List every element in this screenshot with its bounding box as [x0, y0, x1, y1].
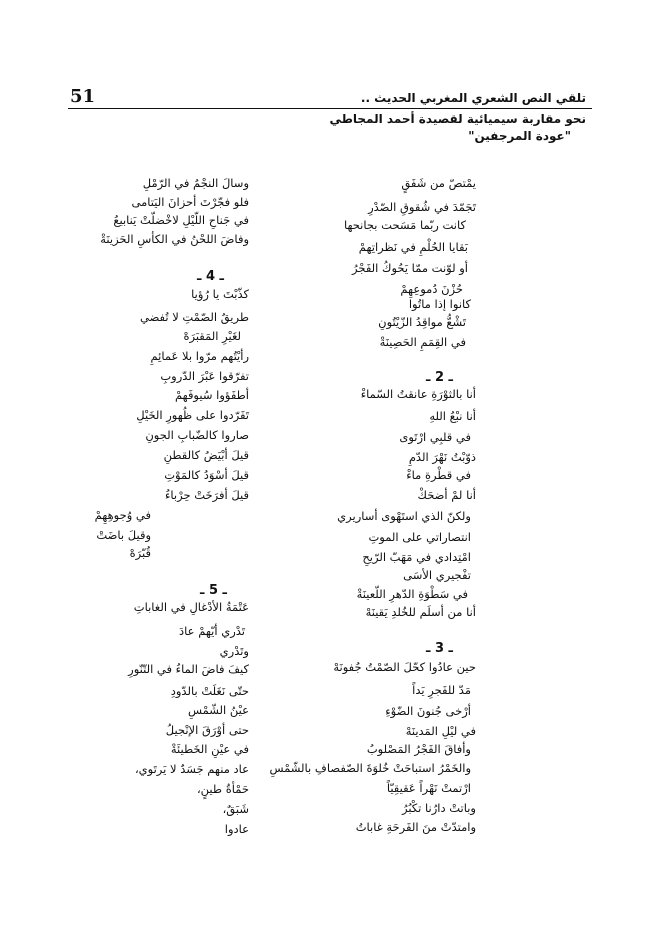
poem-line: تَدْري أيّهمْ عادَ	[179, 624, 245, 638]
poem-line: طريقُ الصّمْتِ لا تُفضي	[139, 310, 249, 324]
poem-line: وامتدّتْ منَ الفَرحَةِ غاباتُ	[355, 820, 476, 834]
poem-line: بَقايا الحُلْمِ في نَظراتِهمْ	[358, 240, 468, 254]
poem-line: حَمْأةُ طينٍ،	[196, 782, 249, 796]
poem-line: في جَناحِ اللّيْلِ لاخْضلّتْ يَنابيعُ	[113, 213, 249, 227]
poem-line: في عيْنِ الخَطيئَةْ	[170, 742, 249, 756]
poem-line: وتَدْري	[219, 644, 249, 658]
poem-line: وسالَ النجْمُ في الرّمْلِ	[142, 176, 249, 190]
poem-line: مَدّ للفَجرِ يَداً	[412, 683, 471, 697]
poem-line: فلو فجّرْتَ أحزانَ اليَتامى	[131, 195, 249, 209]
section-number-5: ـ 5 ـ	[200, 583, 228, 598]
poem-line: شَبَقٌ،	[222, 802, 249, 816]
poem-line: وفاضَ اللحْنُ في الكأسِ الحَزينَةْ	[100, 232, 249, 246]
poem-line: حتّى نَغَلَتْ بالدّودِ	[170, 684, 249, 698]
poem-line: والخَمْرُ استباحَتْ خُلوَةَ الصّفصافِ بالشّمْسِ	[269, 761, 471, 775]
poem-line: في وُجوهِهِمْ	[94, 508, 151, 522]
running-title: تلقي النص الشعري المغربي الحديث ..	[360, 91, 586, 105]
poem-line: كانوا إذا ماتُوا	[408, 297, 471, 311]
section-number-3: ـ 3 ـ	[426, 641, 454, 656]
poem-line: قُبّرَهْ	[129, 546, 151, 560]
poem-line: ذوّبْتُ نَهْرَ الدّمِ	[408, 450, 476, 464]
poem-line: تَشْعُّ مواقِدُ الزّيْتُونِ	[378, 315, 466, 329]
article-subtitle: نحو مقاربة سيميائية لقصيدة أحمد المجاطي	[329, 112, 586, 126]
poem-line: حين عادُوا كحّلَ الصّمْتُ جُفونَهْ	[333, 660, 476, 674]
poem-line: في قطْرةِ ماءْ	[406, 468, 471, 482]
poem-line: تَجَمّدَ في شُقوقِ الصّدْرِ	[368, 200, 476, 214]
poem-line: في ليْلِ المَدينَهْ	[405, 724, 476, 738]
poem-line: عاد منهم جَسَدٌ لا يَرتَوي،	[134, 762, 249, 776]
poem-line: تفْجيري الأسَى	[403, 568, 471, 582]
poem-line: تَفَرّدوا على ظُهورِ الخَيْلِ	[136, 408, 249, 422]
poem-line: تفرّقوا عَبْرَ الدّروبِ	[160, 369, 249, 383]
section-number-2: ـ 2 ـ	[426, 370, 454, 385]
poem-line: أنا بالثوْرَةِ عانقتُ السّماءْ	[360, 387, 476, 401]
poem-line: أرْخى جُنونَ الضّوْءِ	[385, 704, 471, 718]
poem-line: كيفَ فاضَ الماءُ في التّنّورِ	[128, 662, 249, 676]
page-number: 51	[70, 86, 96, 107]
poem-line: صاروا كالضّبابِ الجونِ	[145, 428, 249, 442]
poem-line: في القِمَمِ الحَصِينَةْ	[379, 335, 466, 349]
poem-line: امْتِدادي في مَهَبّ الرّيحِ	[362, 550, 471, 564]
poem-line: عيْنُ الشّمْسِ	[187, 703, 249, 717]
poem-line: قيلَ أبْيَضُ كالقطنِ	[163, 448, 249, 462]
poem-line: حُزْنَ دُموعِهِمْ	[400, 282, 463, 296]
poem-title: "عودة المرجفين"	[468, 129, 571, 143]
poem-line: وباتتْ دارُنا تكْبُرُ	[401, 801, 476, 815]
poem-line: في سَطْوَةِ الدّهرِ اللّعينَةْ	[356, 587, 468, 601]
poem-line: قيلَ أسْوَدُ كالمَوْتِ	[164, 468, 249, 482]
poem-line: وأفاقَ الفَجْرُ المَصْلوبُ	[366, 742, 471, 756]
poem-line: عَتْمَةُ الأدْغالِ في الغاباتِ	[133, 600, 249, 614]
poem-line: انتصاراتي على الموتِ	[368, 530, 471, 544]
poem-line: حتى أوْرَقَ الإنْجيلُ	[165, 723, 249, 737]
poem-line: أو لوّنت ممّا يَحُوكُ الفَجْرُ	[352, 261, 468, 275]
poem-line: أنا نبْعُ اللهِ	[429, 409, 476, 423]
poem-line: لغَيْرِ المَقبَرَهْ	[183, 329, 241, 343]
poem-line: رأيْتُهم مرّوا بلا عَمائِمِ	[150, 349, 249, 363]
poem-line: في قلبِي ارْتَوى	[399, 430, 471, 444]
poem-line: قيلَ أفرَخَتْ حِرْباءُ	[165, 488, 249, 502]
poem-line: أنا من أسلَم للخُلدِ يَقينَهْ	[365, 605, 476, 619]
poem-line: ولكنّ الذي استَهْوى أساريري	[337, 509, 471, 523]
poem-line: كذّبْتَ يا رُؤيا	[191, 287, 249, 301]
poem-line: ارْتمتْ نَهْراً عَقيقِيّاً	[386, 781, 471, 795]
poem-line: عادوا	[224, 822, 249, 836]
poem-line: أطفَؤوا سُيوفَهمْ	[174, 388, 249, 402]
header-rule	[68, 108, 592, 109]
poem-line: أنا لمْ أضحَكْ	[417, 488, 476, 502]
poem-line: يمْتصّ من شَفَقٍ	[401, 176, 476, 190]
poem-line: كانت ربّما مَسَحت بجانحها	[343, 218, 466, 232]
poem-line: وقيلَ باضَتْ	[96, 528, 151, 542]
section-number-4: ـ 4 ـ	[197, 269, 225, 284]
